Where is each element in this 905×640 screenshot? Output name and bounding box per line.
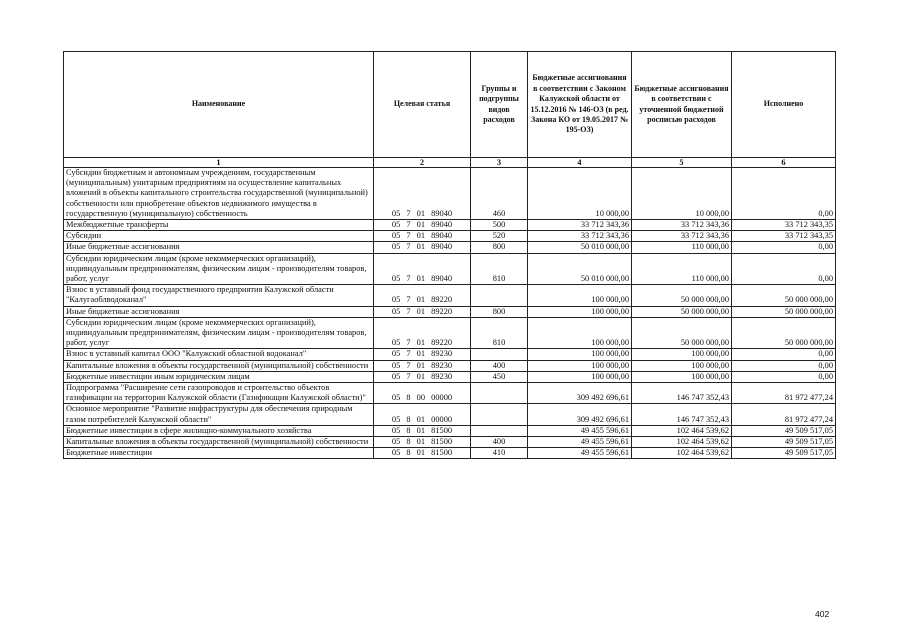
row-name: Иные бюджетные ассигнования [64, 242, 374, 253]
row-refined-amount: 33 712 343,36 [632, 220, 732, 231]
row-executed-amount: 33 712 343,35 [732, 231, 836, 242]
row-name: Бюджетные инвестиции в сфере жилищно-коммунального хозяйства [64, 425, 374, 436]
row-refined-amount: 100 000,00 [632, 349, 732, 360]
row-approved-amount: 100 000,00 [528, 317, 632, 349]
row-expense-group: 460 [471, 168, 528, 220]
row-expense-group: 800 [471, 242, 528, 253]
row-name: Субсидии юридическим лицам (кроме некоммерческих организаций), индивидуальным предпринимателям, физическим лицам - производителям товаров, работ, услуг [64, 253, 374, 285]
row-approved-amount: 10 000,00 [528, 168, 632, 220]
row-approved-amount: 33 712 343,36 [528, 231, 632, 242]
row-expense-group [471, 425, 528, 436]
row-target-article: 05 8 00 00000 [374, 383, 471, 404]
row-expense-group: 410 [471, 448, 528, 459]
row-executed-amount: 0,00 [732, 360, 836, 371]
row-target-article: 05 7 01 89220 [374, 317, 471, 349]
row-name: Взнос в уставный фонд государственного предприятия Калужской области "Калугаоблводоканал" [64, 285, 374, 306]
row-refined-amount: 102 464 539,62 [632, 437, 732, 448]
row-approved-amount: 100 000,00 [528, 306, 632, 317]
row-expense-group: 800 [471, 306, 528, 317]
table-row [64, 371, 836, 382]
row-executed-amount: 0,00 [732, 168, 836, 220]
table-row [64, 349, 836, 360]
table-row [64, 383, 836, 404]
row-target-article: 05 8 01 81500 [374, 425, 471, 436]
row-target-article: 05 8 01 81500 [374, 448, 471, 459]
row-approved-amount: 309 492 696,61 [528, 383, 632, 404]
row-name: Субсидии [64, 231, 374, 242]
row-executed-amount: 49 509 517,05 [732, 425, 836, 436]
header-executed: Исполнено [732, 52, 836, 158]
row-expense-group [471, 285, 528, 306]
row-name: Субсидии юридическим лицам (кроме некоммерческих организаций), индивидуальным предпринимателям, физическим лицам - производителям товаров, работ, услуг [64, 317, 374, 349]
row-refined-amount: 10 000,00 [632, 168, 732, 220]
row-executed-amount: 0,00 [732, 242, 836, 253]
row-name: Подпрограмма "Расширение сети газопроводов и строительство объектов газификации на территории Калужской области (Газификация Калужской области)" [64, 383, 374, 404]
row-approved-amount: 50 010 000,00 [528, 253, 632, 285]
row-approved-amount: 100 000,00 [528, 285, 632, 306]
row-executed-amount: 81 972 477,24 [732, 383, 836, 404]
row-name: Бюджетные инвестиции [64, 448, 374, 459]
column-number-row [64, 158, 836, 168]
header-target-article: Целевая статья [374, 52, 471, 158]
row-executed-amount: 49 509 517,05 [732, 448, 836, 459]
row-expense-group: 520 [471, 231, 528, 242]
table-row [64, 231, 836, 242]
column-number: 5 [632, 158, 732, 168]
row-target-article: 05 7 01 89040 [374, 231, 471, 242]
row-executed-amount: 0,00 [732, 349, 836, 360]
row-target-article: 05 7 01 89230 [374, 360, 471, 371]
header-name: Наименование [64, 52, 374, 158]
row-executed-amount: 50 000 000,00 [732, 285, 836, 306]
row-refined-amount: 102 464 539,62 [632, 425, 732, 436]
row-refined-amount: 146 747 352,43 [632, 383, 732, 404]
table-row [64, 317, 836, 349]
row-name: Основное мероприятие "Развитие инфраструктуры для обеспечения природным газом потребителей Калужской области" [64, 404, 374, 425]
row-name: Субсидии бюджетным и автономным учреждениям, государственным (муниципальным) унитарным предприятиям на осуществление капитальных вложений в объекты капитального строительства государственной (муниципальной) собственности или приобретение объектов недвижимого имущества в государственную (муниципальную) собственность [64, 168, 374, 220]
row-approved-amount: 33 712 343,36 [528, 220, 632, 231]
row-expense-group: 810 [471, 253, 528, 285]
row-expense-group: 400 [471, 437, 528, 448]
row-executed-amount: 81 972 477,24 [732, 404, 836, 425]
row-approved-amount: 309 492 696,61 [528, 404, 632, 425]
table-row [64, 404, 836, 425]
table-row [64, 220, 836, 231]
row-approved-amount: 100 000,00 [528, 371, 632, 382]
row-executed-amount: 49 509 517,05 [732, 437, 836, 448]
row-target-article: 05 7 01 89040 [374, 253, 471, 285]
row-refined-amount: 100 000,00 [632, 371, 732, 382]
row-expense-group: 500 [471, 220, 528, 231]
row-name: Капитальные вложения в объекты государственной (муниципальной) собственности [64, 360, 374, 371]
row-target-article: 05 7 01 89040 [374, 220, 471, 231]
row-approved-amount: 49 455 596,61 [528, 437, 632, 448]
table-row [64, 242, 836, 253]
row-executed-amount: 50 000 000,00 [732, 306, 836, 317]
row-target-article: 05 8 01 81500 [374, 437, 471, 448]
row-target-article: 05 7 01 89220 [374, 306, 471, 317]
table-row [64, 168, 836, 220]
column-number: 2 [374, 158, 471, 168]
row-executed-amount: 33 712 343,35 [732, 220, 836, 231]
table-row [64, 425, 836, 436]
row-target-article: 05 8 01 00000 [374, 404, 471, 425]
row-refined-amount: 33 712 343,36 [632, 231, 732, 242]
row-refined-amount: 110 000,00 [632, 253, 732, 285]
row-approved-amount: 49 455 596,61 [528, 425, 632, 436]
row-expense-group: 400 [471, 360, 528, 371]
row-expense-group: 810 [471, 317, 528, 349]
column-number: 6 [732, 158, 836, 168]
header-row [64, 52, 836, 158]
table-row [64, 285, 836, 306]
row-expense-group: 450 [471, 371, 528, 382]
row-target-article: 05 7 01 89230 [374, 349, 471, 360]
row-name: Взнос в уставный капитал ООО "Калужский областной водоканал" [64, 349, 374, 360]
column-number: 1 [64, 158, 374, 168]
row-approved-amount: 50 010 000,00 [528, 242, 632, 253]
table-row [64, 437, 836, 448]
row-target-article: 05 7 01 89230 [374, 371, 471, 382]
row-approved-amount: 49 455 596,61 [528, 448, 632, 459]
row-approved-amount: 100 000,00 [528, 349, 632, 360]
header-refined-allocations: Бюджетные ассигнования в соответствии с уточненной бюджетной росписью расходов [632, 52, 732, 158]
row-target-article: 05 7 01 89040 [374, 242, 471, 253]
row-refined-amount: 146 747 352,43 [632, 404, 732, 425]
row-approved-amount: 100 000,00 [528, 360, 632, 371]
table-row [64, 253, 836, 285]
table-row [64, 448, 836, 459]
row-executed-amount: 0,00 [732, 253, 836, 285]
table-row [64, 360, 836, 371]
row-executed-amount: 50 000 000,00 [732, 317, 836, 349]
row-expense-group [471, 349, 528, 360]
table-row [64, 306, 836, 317]
table-body [64, 168, 836, 459]
row-refined-amount: 100 000,00 [632, 360, 732, 371]
budget-table [63, 51, 836, 459]
column-number: 3 [471, 158, 528, 168]
row-executed-amount: 0,00 [732, 371, 836, 382]
row-refined-amount: 50 000 000,00 [632, 285, 732, 306]
row-refined-amount: 50 000 000,00 [632, 317, 732, 349]
row-name: Межбюджетные трансферты [64, 220, 374, 231]
row-name: Капитальные вложения в объекты государственной (муниципальной) собственности [64, 437, 374, 448]
row-expense-group [471, 383, 528, 404]
row-refined-amount: 50 000 000,00 [632, 306, 732, 317]
row-target-article: 05 7 01 89220 [374, 285, 471, 306]
row-expense-group [471, 404, 528, 425]
header-approved-allocations: Бюджетные ассигнования в соответствии с Законом Калужской области от 15.12.2016 № 146-ОЗ (в ред. Закона КО от 19.05.2017 № 195-ОЗ) [528, 52, 632, 158]
row-name: Иные бюджетные ассигнования [64, 306, 374, 317]
row-refined-amount: 110 000,00 [632, 242, 732, 253]
row-refined-amount: 102 464 539,62 [632, 448, 732, 459]
page-number: 402 [815, 609, 830, 619]
row-target-article: 05 7 01 89040 [374, 168, 471, 220]
row-name: Бюджетные инвестиции иным юридическим лицам [64, 371, 374, 382]
header-expense-groups: Группы и подгруппы видов расходов [471, 52, 528, 158]
column-number: 4 [528, 158, 632, 168]
